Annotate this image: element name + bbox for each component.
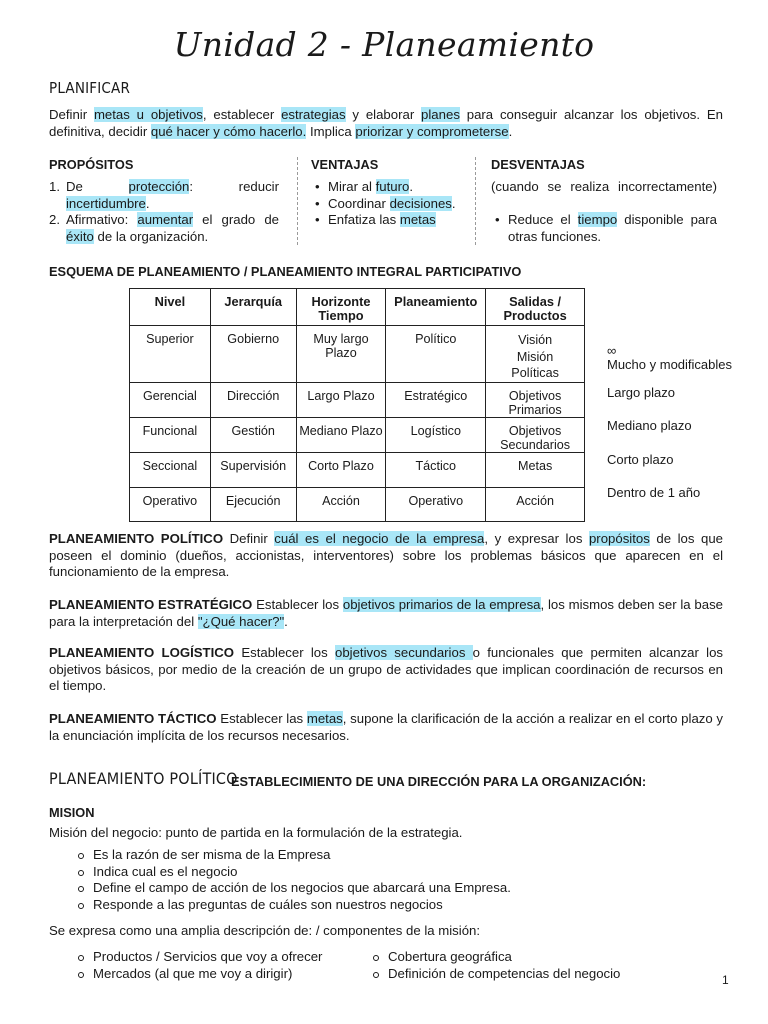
text: Mirar al [328, 179, 376, 194]
propositos-list [49, 179, 279, 245]
tactico-paragraph [49, 711, 723, 744]
table-row [130, 453, 585, 488]
text: . [451, 195, 456, 211]
desventajas-list [491, 212, 717, 245]
list-item [491, 212, 717, 245]
desventajas-heading: DESVENTAJAS [491, 157, 585, 172]
table-cell: Objetivos Secundarios [486, 417, 585, 452]
list-item: Indica cual es el negocio [49, 864, 723, 881]
table-cell: Logístico [386, 417, 486, 452]
item-number: 1. [49, 179, 60, 194]
list-item: Responde a las preguntas de cuáles son nuestros negocios [49, 897, 723, 914]
estrategico-paragraph [49, 597, 723, 630]
highlight: tiempo [577, 212, 618, 227]
text: disponible para otras funciones. [508, 212, 717, 244]
planeamiento-table [129, 288, 585, 522]
table-cell: Político [386, 326, 486, 383]
text: Reduce el [508, 212, 578, 227]
table-cell: Ejecución [210, 488, 296, 522]
ventajas-list [311, 179, 461, 229]
desventajas-note-line [491, 179, 717, 196]
table-cell: Mediano Plazo [296, 417, 386, 452]
list-item: Cobertura geográfica [344, 949, 674, 966]
highlight: metas [306, 711, 343, 726]
table-row [130, 382, 585, 417]
text: Establecer los [234, 645, 335, 660]
highlight: propósitos [588, 531, 650, 546]
highlight: "¿Qué hacer?" [197, 613, 285, 629]
table-row [130, 488, 585, 522]
desventajas-note: (cuando se realiza incorrectamente) [491, 179, 717, 194]
side-label: Mucho y modificables [607, 357, 732, 372]
text: De [66, 179, 129, 194]
text: de los que poseen el dominio (dueños, accionistas, interventores) sobre los problemas básicos que aparecen en el funcionamiento de la empresa. [49, 531, 723, 579]
table-cell: Táctico [386, 453, 486, 488]
text: , supone la clarificación de la acción a realizar en el corto plazo y la enunciación implícita de los recursos necesarios. [49, 711, 724, 743]
highlight: protección [128, 179, 190, 194]
page-number: 1 [722, 973, 729, 987]
table-row [130, 326, 585, 383]
mision-list [49, 847, 723, 913]
list-item: Mercados (al que me voy a dirigir) [49, 966, 359, 983]
text: Coordinar [328, 195, 390, 211]
text: Afirmativo: [66, 212, 138, 227]
column-divider [475, 157, 476, 245]
highlight: decisiones [389, 195, 452, 211]
table-cell: Acción [296, 488, 386, 522]
table-cell: Gobierno [210, 326, 296, 383]
table-header-row [130, 289, 585, 326]
esquema-heading: ESQUEMA DE PLANEAMIENTO / PLANEAMIENTO INTEGRAL PARTICIPATIVO [49, 264, 522, 279]
highlight: incertidumbre [66, 195, 146, 211]
table-cell: Acción [486, 488, 585, 522]
table-cell: Operativo [130, 488, 211, 522]
table-cell: Objetivos Primarios [486, 382, 585, 417]
table-cell: Metas [486, 453, 585, 488]
text: Establecer los [252, 597, 343, 612]
column-header: Horizonte Tiempo [296, 289, 386, 326]
text: Enfatiza las [328, 212, 400, 227]
column-header: Salidas / Productos [486, 289, 585, 326]
column-header: Nivel [130, 289, 211, 326]
ventajas-heading: VENTAJAS [311, 157, 379, 172]
politico-section-heading: PLANEAMIENTO POLÍTICO [49, 769, 238, 788]
column-divider [297, 157, 298, 245]
highlight: aumentar [137, 212, 194, 227]
text: Definir [49, 107, 94, 122]
planificar-heading: PLANIFICAR [49, 79, 131, 97]
highlight: cuál es el negocio de la empresa [274, 531, 485, 546]
table-cell: Gerencial [130, 382, 211, 417]
highlight: metas u objetivos [93, 107, 203, 122]
highlight: futuro [375, 179, 410, 194]
text: de la organización. [93, 228, 209, 244]
text: . [409, 179, 414, 194]
term-label: PLANEAMIENTO POLÍTICO [49, 531, 224, 546]
text: Establecer las [216, 711, 307, 726]
term-label: PLANEAMIENTO LOGÍSTICO [49, 645, 235, 660]
page-title: Unidad 2 - Planeamiento [173, 25, 595, 64]
table-row [130, 417, 585, 452]
list-item [49, 212, 279, 245]
item-number: 2. [49, 212, 60, 227]
list-item [311, 196, 461, 213]
highlight: planes [421, 107, 460, 122]
planificar-paragraph [49, 107, 723, 140]
highlight: objetivos secundarios [335, 645, 473, 660]
politico-section-subtitle: ESTABLECIMIENTO DE UNA DIRECCIÓN PARA LA ORGANIZACIÓN: [231, 774, 647, 789]
mision-intro: Misión del negocio: punto de partida en la formulación de la estrategia. [49, 825, 463, 840]
table-cell: Superior [130, 326, 211, 383]
propositos-heading: PROPÓSITOS [49, 157, 134, 172]
text: para conseguir alcanzar los objetivos. En definitiva, decidir [49, 107, 723, 139]
term-label: PLANEAMIENTO ESTRATÉGICO [49, 597, 253, 612]
table-cell: Operativo [386, 488, 486, 522]
side-label: Corto plazo [607, 452, 674, 467]
list-item: Productos / Servicios que voy a ofrecer [49, 949, 359, 966]
text: . [284, 613, 288, 629]
term-label: PLANEAMIENTO TÁCTICO [49, 711, 217, 726]
column-header: Planeamiento [386, 289, 486, 326]
side-label: Mediano plazo [607, 418, 692, 433]
text: . [508, 123, 513, 139]
list-item: Es la razón de ser misma de la Empresa [49, 847, 723, 864]
text: y elaborar [345, 107, 422, 122]
text: . [145, 195, 150, 211]
table-cell: Corto Plazo [296, 453, 386, 488]
text: Definir [223, 531, 275, 546]
highlight: éxito [66, 228, 94, 244]
table-cell: Supervisión [210, 453, 296, 488]
column-header: Jerarquía [210, 289, 296, 326]
politico-paragraph [49, 531, 723, 581]
table-cell: Seccional [130, 453, 211, 488]
text: , establecer [202, 107, 282, 122]
list-item: Define el campo de acción de los negocios que abarcará una Empresa. [49, 880, 723, 897]
mision-heading: MISION [49, 805, 95, 820]
table-cell: Muy largo Plazo [296, 326, 386, 383]
highlight: priorizar y comprometerse [355, 123, 509, 139]
list-item [311, 212, 461, 229]
text: Implica [306, 123, 356, 139]
highlight: estrategias [281, 107, 346, 122]
table-cell: Largo Plazo [296, 382, 386, 417]
text: , los mismos deben ser la base para la interpretación del [49, 597, 724, 629]
side-label: Dentro de 1 año [607, 485, 701, 500]
expresa-text: Se expresa como una amplia descripción de: / componentes de la misión: [49, 923, 481, 938]
list-item: Definición de competencias del negocio [344, 966, 674, 983]
text: o funcionales que permiten alcanzar los objetivos básicos, por medio de la creación de un grupo de actividades que implican coordinación de recursos en el tiempo. [49, 645, 724, 693]
infinity-symbol: ∞ [607, 343, 617, 358]
table-cell: Estratégico [386, 382, 486, 417]
list-item [49, 179, 279, 212]
componentes-list-right [344, 949, 674, 982]
table-cell: Gestión [210, 417, 296, 452]
highlight: objetivos primarios de la empresa [342, 597, 541, 612]
text: el grado de [193, 212, 280, 227]
list-item [311, 179, 461, 196]
side-label: Largo plazo [607, 385, 675, 400]
highlight: metas [399, 212, 436, 227]
table-cell: Funcional [130, 417, 211, 452]
highlight: qué hacer y cómo hacerlo. [150, 123, 307, 139]
table-cell: Visión Misión Políticas [486, 326, 585, 383]
logistico-paragraph [49, 645, 723, 695]
text: : reducir [189, 179, 279, 194]
componentes-list-left [49, 949, 359, 982]
table-cell: Dirección [210, 382, 296, 417]
text: , y expresar los [484, 531, 589, 546]
